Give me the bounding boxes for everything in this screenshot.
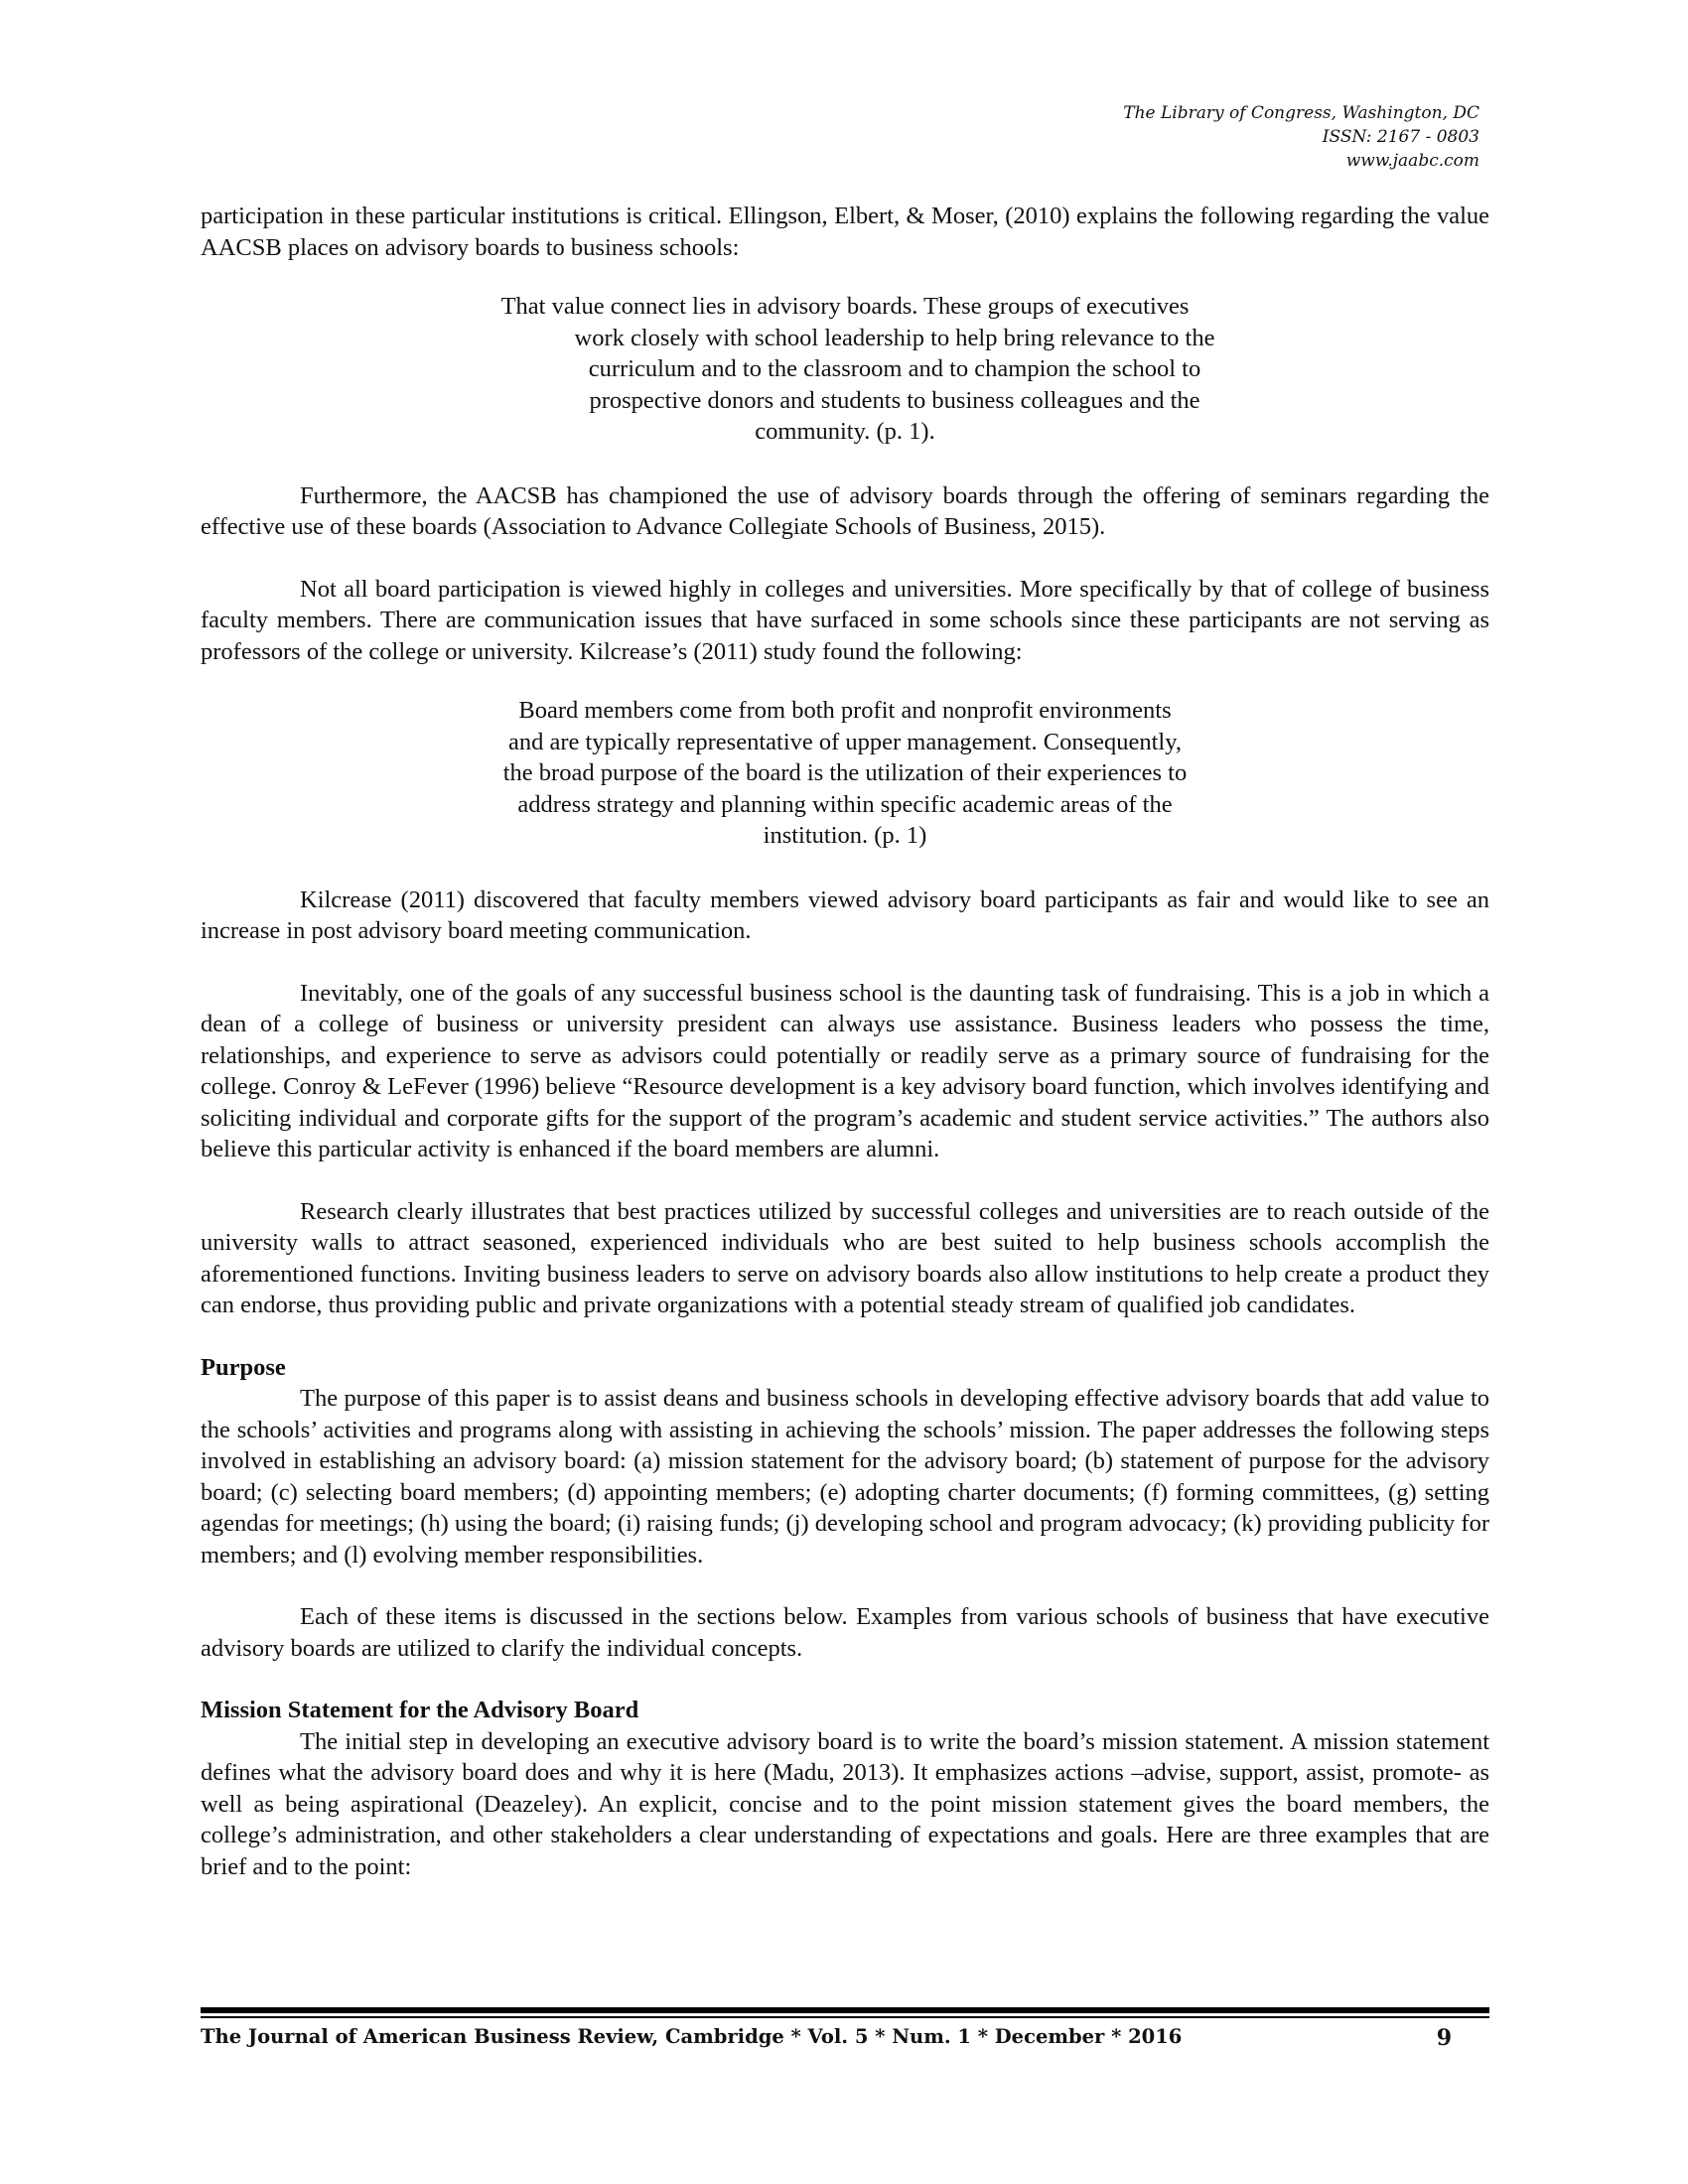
paragraph-purpose: The purpose of this paper is to assist deans and business schools in developing effective advisory boards that add value to the schools’ activities and programs along with assisting in achieving the schools’ mission. The paper addresses the following steps involved in establishing an advisory board: (a) mission statement for the advisory board; (b) statement of purpose for the advisory board; (c) selecting board members; (d) appointing members; (e) adopting charter documents; (f) forming committees, (g) setting agendas for meetings; (h) using the board; (i) raising funds; (j) developing school and program advocacy; (k) providing publicity for members; and (l) evolving member responsibilities.: [201, 1385, 1489, 1569]
section-heading-purpose: Purpose: [201, 1353, 286, 1381]
quote-line: Board members come from both profit and nonprofit environments: [518, 697, 1172, 724]
quote-line: work closely with school leadership to help bring relevance to the: [574, 324, 1215, 351]
footer-rule-thick: [201, 2007, 1489, 2013]
block-quote-ellingson: [438, 291, 1252, 448]
quote-line: the broad purpose of the board is the utilization of their experiences to: [502, 759, 1188, 786]
header-website: www.jaabc.com: [1345, 151, 1479, 171]
section-heading-mission-statement: Mission Statement for the Advisory Board: [201, 1697, 639, 1723]
paragraph-continuation: participation in these particular institutions is critical. Ellingson, Elbert, & Moser, (2010) explains the following regarding the value AACSB places on advisory boards to business schools:: [201, 203, 1489, 261]
quote-line: curriculum and to the classroom and to champion the school to: [588, 355, 1201, 382]
article-body: [201, 201, 1489, 1913]
quote-line: and are typically representative of upper management. Consequently,: [507, 728, 1183, 755]
paragraph-aacsb-seminars: Furthermore, the AACSB has championed the use of advisory boards through the offering of seminars regarding the effective use of these boards (Association to Advance Collegiate Schools of Business, 2015).: [201, 481, 1489, 540]
page-number: 9: [1436, 2025, 1452, 2051]
quote-line: prospective donors and students to business colleagues and the: [589, 386, 1200, 414]
running-header: [1123, 101, 1479, 173]
paragraph-kilcrease-findings: Kilcrease (2011) discovered that faculty members viewed advisory board participants as fair and would like to see an increase in post advisory board meeting communication.: [201, 886, 1489, 944]
quote-line: address strategy and planning within specific academic areas of the: [517, 790, 1173, 818]
paragraph-mission-statement: The initial step in developing an executive advisory board is to write the board’s mission statement. A mission statement defines what the advisory board does and why it is here (Madu, 2013). It emphasizes actions –advise, support, assist, promote- as well as being aspirational (Deazeley). An explicit, concise and to the point mission statement gives the board members, the college’s administration, and other stakeholders a clear understanding of expectations and goals. Here are three examples that are brief and to the point:: [201, 1727, 1489, 1880]
running-footer: [201, 2025, 1489, 2055]
paragraph-fundraising: Inevitably, one of the goals of any successful business school is the daunting task of fundraising. This is a job in which a dean of a college of business or university president can always use assistance. Business leaders who possess the time, relationships, and experience to serve as advisors could potentially or readily serve as a primary source of fundraising for the college. Conroy & LeFever (1996) believe “Resource development is a key advisory board function, which involves identifying and soliciting individual and corporate gifts for the support of the program’s academic and student service activities.” The authors also believe this particular activity is enhanced if the board members are alumni.: [201, 979, 1489, 1162]
paragraph-best-practices: Research clearly illustrates that best practices utilized by successful colleges and universities are to reach outside of the university walls to attract seasoned, experienced individuals who are best suited to help business schools accomplish the aforementioned functions. Inviting business leaders to serve on advisory boards also allow institutions to help create a product they can endorse, thus providing public and private organizations with a potential steady stream of qualified job candidates.: [201, 1197, 1489, 1318]
footer-rule-thin: [201, 2016, 1489, 2018]
header-publisher: The Library of Congress, Washington, DC: [1123, 103, 1479, 123]
footer-journal-citation: The Journal of American Business Review, Cambridge * Vol. 5 * Num. 1 * December * 2016: [201, 2025, 1183, 2048]
paragraph-board-participation: Not all board participation is viewed highly in colleges and universities. More specifically by that of college of business faculty members. There are communication issues that have surfaced in some schools since these participants are not serving as professors of the college or university. Kilcrease’s (2011) study found the following:: [201, 575, 1489, 665]
quote-line: community. (p. 1).: [755, 418, 935, 445]
block-quote-kilcrease: [448, 695, 1242, 852]
quote-line: institution. (p. 1): [763, 822, 927, 849]
paragraph-sections-overview: Each of these items is discussed in the sections below. Examples from various schools of business that have executive advisory boards are utilized to clarify the individual concepts.: [201, 1603, 1489, 1662]
header-issn: ISSN: 2167 - 0803: [1322, 127, 1479, 147]
quote-line: That value connect lies in advisory boards. These groups of executives: [500, 293, 1190, 320]
